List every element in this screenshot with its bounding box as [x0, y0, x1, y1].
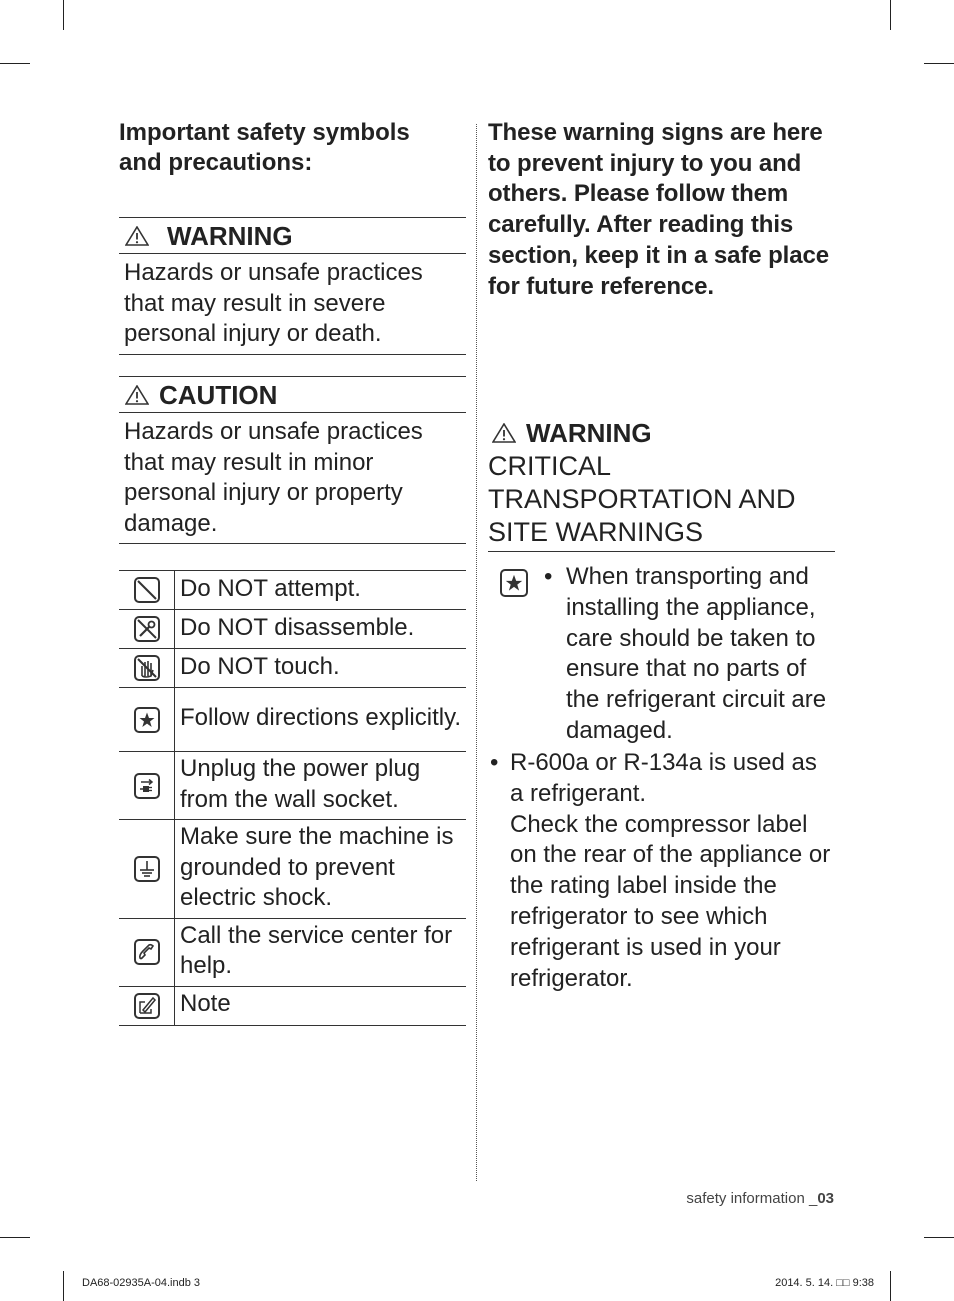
table-row	[119, 820, 466, 919]
ground-icon	[134, 856, 160, 882]
footer-section: safety information _	[686, 1190, 818, 1207]
crop-mark	[63, 1271, 64, 1301]
star-icon	[134, 707, 160, 733]
caution-description: Hazards or unsafe practices that may result in minor personal injury or property damage.	[124, 418, 423, 537]
intro-warning-text: These warning signs are here to prevent injury to you and others. Please follow them carefully. After reading this section, keep it in a safe place for future reference.	[488, 119, 829, 300]
bullet-text	[510, 748, 836, 994]
print-slug-date: 2014. 5. 14. □□ 9:38	[775, 1277, 874, 1289]
right-column	[488, 118, 835, 992]
symbol-text: Call the service center for help.	[175, 918, 467, 986]
caution-box	[119, 376, 466, 544]
phone-icon	[134, 939, 160, 965]
warning-triangle-icon	[125, 226, 149, 246]
caution-header	[119, 377, 466, 413]
symbol-text: Note	[175, 986, 467, 1025]
table-row	[119, 918, 466, 986]
left-column	[119, 118, 466, 1018]
unplug-icon	[134, 773, 160, 799]
caution-triangle-icon	[125, 385, 149, 405]
prohibited-icon	[134, 577, 160, 603]
page-footer	[686, 1190, 834, 1207]
crop-mark	[924, 63, 954, 64]
refrigerant-type-text: R-600a or R-134a is used as a refrigerant.	[510, 749, 817, 807]
crop-mark	[63, 0, 64, 30]
bullet-dot: •	[490, 749, 499, 776]
critical-warning-title: WARNING	[526, 417, 652, 448]
crop-mark	[890, 0, 891, 30]
print-slug-file: DA68-02935A-04.indb 3	[82, 1277, 201, 1289]
table-row	[119, 649, 466, 688]
no-disassemble-icon	[134, 616, 160, 642]
table-row	[119, 571, 466, 610]
symbol-text: Do NOT attempt.	[175, 571, 467, 610]
star-icon	[500, 569, 528, 597]
bullet-refrigerant-block	[488, 748, 835, 998]
table-row	[119, 610, 466, 649]
page-number: 03	[817, 1190, 834, 1207]
warning-box	[119, 217, 466, 355]
crop-mark	[890, 1271, 891, 1301]
no-touch-icon	[134, 655, 160, 681]
critical-warning-section	[488, 416, 835, 998]
symbol-text: Follow directions explicitly.	[175, 688, 467, 752]
table-row	[119, 986, 466, 1025]
table-row	[119, 688, 466, 752]
crop-mark	[0, 63, 30, 64]
bullet-star-block	[488, 562, 835, 748]
symbol-text: Unplug the power plug from the wall socket.	[175, 752, 467, 820]
crop-mark	[0, 1237, 30, 1238]
symbols-table	[119, 570, 466, 1026]
table-row	[119, 752, 466, 820]
caution-title: CAUTION	[159, 379, 278, 410]
critical-heading: CRITICAL TRANSPORTATION AND SITE WARNINGS	[488, 450, 835, 552]
warning-triangle-icon	[492, 423, 516, 443]
critical-warning-header	[488, 416, 835, 450]
column-divider	[476, 124, 477, 1181]
safety-symbols-heading: Important safety symbols and precautions:	[119, 119, 410, 176]
refrigerant-check-text: Check the compressor label on the rear of the appliance or the rating label inside the refrigerator to see which refrigerant is used in your refrigerator.	[510, 810, 831, 992]
bullet-dot: •	[544, 563, 553, 590]
crop-mark	[924, 1237, 954, 1238]
symbol-text: Make sure the machine is grounded to prevent electric shock.	[175, 820, 467, 919]
symbol-text: Do NOT touch.	[175, 649, 467, 688]
symbol-text: Do NOT disassemble.	[175, 610, 467, 649]
note-icon	[134, 993, 160, 1019]
bullet-text: When transporting and installing the appliance, care should be taken to ensure that no parts of the refrigerant circuit are damaged.	[566, 563, 827, 744]
warning-header	[119, 218, 466, 254]
warning-title: WARNING	[167, 220, 293, 251]
warning-description: Hazards or unsafe practices that may result in severe personal injury or death.	[124, 259, 423, 347]
